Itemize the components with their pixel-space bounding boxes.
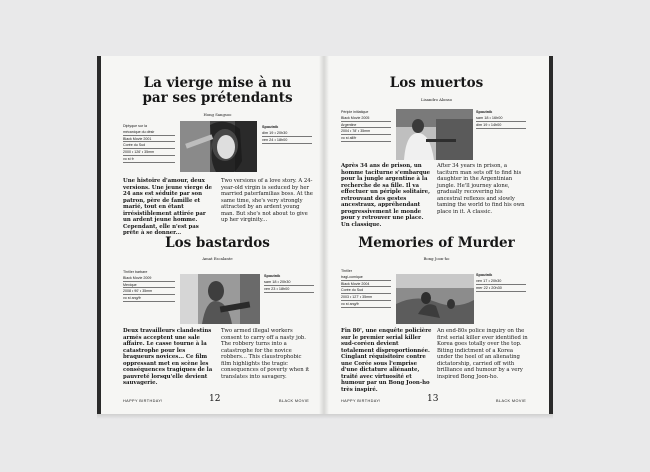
film-still-image xyxy=(180,274,260,324)
page-number: 13 xyxy=(427,394,439,404)
screening-schedule xyxy=(262,124,312,144)
article-title xyxy=(109,76,326,106)
film-still-image xyxy=(396,109,473,160)
venue-name: Spoutnik xyxy=(476,273,493,277)
info-line: vo st ang/fr xyxy=(123,295,175,302)
info-line: Argentine xyxy=(341,122,391,129)
info-line: vo st ang/fr xyxy=(341,301,391,308)
screening-date: mer 22 • 20h30 xyxy=(476,285,526,292)
film-info xyxy=(123,269,175,302)
film-still-image xyxy=(396,274,474,324)
info-line: Corée du Sud xyxy=(341,287,391,294)
screening-date: dim 19 • 14h00 xyxy=(476,122,526,129)
info-line: Black Movie 2005 xyxy=(341,115,391,122)
director-name: Amat Escalante xyxy=(202,256,233,261)
article-title: Memories of Murder xyxy=(358,235,515,251)
info-line: tragi-comique xyxy=(341,274,391,281)
screening-schedule xyxy=(476,109,526,129)
info-line: 2008 • 90' • 35mm xyxy=(123,288,175,295)
film-still-photo xyxy=(180,274,260,324)
page-number: 12 xyxy=(209,394,221,404)
info-line: vo st all/fr xyxy=(341,135,391,142)
info-line: Mexique xyxy=(123,282,175,289)
director-name: Bong Joon-ho xyxy=(423,256,450,261)
film-still-photo xyxy=(180,121,257,172)
info-line: Black Movie 2001 xyxy=(123,136,175,143)
info-line: Périple initiatique xyxy=(341,110,369,114)
info-line: 2004 • 78' • 35mm xyxy=(341,128,391,135)
info-line: 2000 • 126' • 35mm xyxy=(123,149,175,156)
title-line: par ses prétendants xyxy=(142,90,293,106)
synopsis-english: Two armed illegal workers consent to carry off a nasty job. The robbery turns into a catastrophe for the novice robbers... This claustrophobic film highlights the tragic consequences of poverty when it translates into savagery. xyxy=(221,328,310,380)
page-shadow xyxy=(97,414,553,419)
article-title: Los bastardos xyxy=(165,235,270,251)
synopsis-english: After 34 years in prison, a taciturn man sets off to find his daughter in the Argentinian jungle. He'll journey alone, gradually recovering his ancestral reflexes and slowly taming the world to find his own place in it. A classic. xyxy=(437,163,525,215)
film-info xyxy=(123,123,175,163)
synopsis-french: Fin 80', une enquête policière sur le premier serial killer sud-coréen devient totalement disproportionnée. Cinglant réquisitoire contre une Corée sous l'emprise d'une dictature aliénante, traité avec virtuosité et humour par un Bong Joon-ho très inspiré. xyxy=(341,328,432,393)
synopsis-french: Une histoire d'amour, deux versions. Une jeune vierge de 24 ans est séduite par son patron, père de famille et marié, tout en étant irrésistiblement attirée par un ardent jeune homme. Cependant, elle n'est pas prête à se donner... xyxy=(123,178,212,236)
screening-schedule xyxy=(264,273,314,293)
screening-date: ven 23 • 18h00 xyxy=(264,286,314,293)
footer-left-text: HAPPY BIRTHDAY! xyxy=(341,399,381,403)
screening-date: sam 18 • 16h00 xyxy=(476,115,526,122)
info-line: Thriller barbare xyxy=(123,270,148,274)
info-line: vo st fr xyxy=(123,156,175,163)
screening-date: dim 19 • 20h30 xyxy=(262,130,312,137)
film-info xyxy=(341,268,391,308)
info-line: Corée du Sud xyxy=(123,142,175,149)
screening-date: ven 24 • 18h00 xyxy=(262,137,312,144)
right-page xyxy=(324,56,553,416)
synopsis-english: An end-80s police inquiry on the first serial killer ever identified in Korea goes totally over the top. Biting indictment of a Korea under the heel of an alienating dictatorship, carried off with brilliance and humour by a very inspired Bong Joon-ho. xyxy=(437,328,528,380)
synopsis-french: Après 34 ans de prison, un homme taciturne s'embarque pour la jungle argentine à la recherche de sa fille. Il va effectuer un périple solitaire, retrouvant des gestes ancestraux, appréhendant progressivement le monde pour y retrouver une place. Un classique. xyxy=(341,163,431,228)
screening-date: sam 18 • 20h30 xyxy=(264,279,314,286)
footer-right-text: BLACK MOVIE xyxy=(279,399,310,403)
magazine-spread xyxy=(97,56,553,419)
film-info xyxy=(341,109,391,142)
screening-date: ven 17 • 20h30 xyxy=(476,278,526,285)
venue-name: Spoutnik xyxy=(262,125,279,129)
venue-name: Spoutnik xyxy=(264,274,281,278)
film-still-image xyxy=(180,121,257,172)
synopsis-english: Two versions of a love story. A 24-year-old virgin is seduced by her married paterfamilias boss. At the same time, she's very strongly attracted by an ardent young man. But she's not about to give up her virginity... xyxy=(221,178,313,223)
info-line: mécanique du désir xyxy=(123,129,175,136)
info-line: Black Movie 2009 xyxy=(123,275,175,282)
info-line: Thriller xyxy=(341,269,352,273)
info-line: 2003 • 127' • 35mm xyxy=(341,294,391,301)
director-name: Hong Sangsoo xyxy=(203,112,232,117)
synopsis-french: Deux travailleurs clandestins armés acceptent une sale affaire. Le casse tourne à la catastrophe pour les braqueurs novices... Ce film oppressant met en scène les conséquences tragiques de la pauvreté lorsqu'elle devient sauvagerie. xyxy=(123,328,213,386)
article-title: Los muertos xyxy=(389,75,484,91)
footer-right-text: BLACK MOVIE xyxy=(496,399,527,403)
footer-left-text: HAPPY BIRTHDAY! xyxy=(123,399,163,403)
info-line: Black Movie 2004 xyxy=(341,281,391,288)
venue-name: Spoutnik xyxy=(476,110,493,114)
title-line: La vierge mise à nu xyxy=(143,75,292,91)
screening-schedule xyxy=(476,272,526,292)
left-page xyxy=(97,56,326,416)
film-still-photo xyxy=(396,274,474,324)
spine-gutter xyxy=(319,56,329,416)
info-line: Diptyque sur la xyxy=(123,124,147,128)
film-still-photo xyxy=(396,109,473,160)
director-name: Lisandro Alonso xyxy=(420,97,453,102)
